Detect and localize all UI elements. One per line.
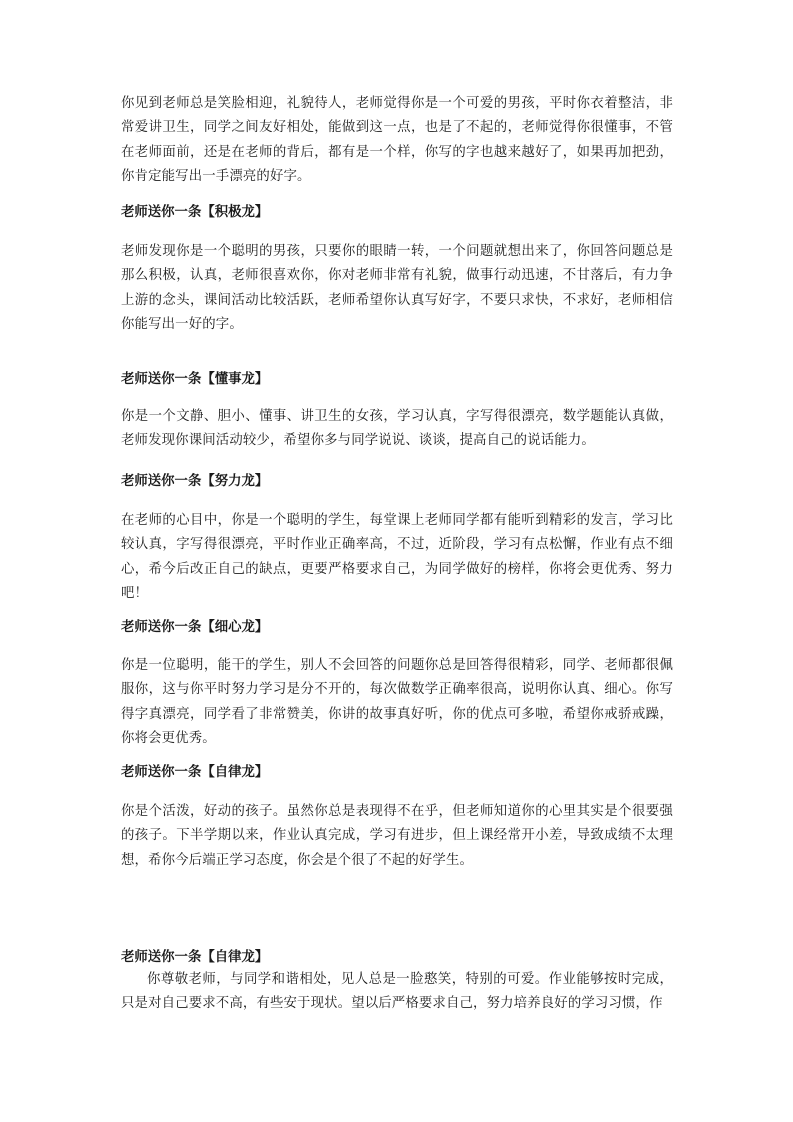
paragraph-nuli: 在老师的心目中，你是一个聪明的学生，每堂课上老师同学都有能听到精彩的发言，学习比较认真，字写得很漂亮，平时作业正确率高，不过，近阶段，学习有点松懈，作业有点不细心，希今后改正自己的缺点，更要严格要求自己，为同学做好的榜样，你将会更优秀、努力吧！ (121, 513, 673, 601)
section-heading-dongshi: 老师送你一条【懂事龙】 (121, 371, 269, 387)
paragraph-xixin: 你是一位聪明，能干的学生，别人不会回答的问题你总是回答得很精彩，同学、老师都很佩服你，这与你平时努力学习是分不开的，每次做数学正确率很高，说明你认真、细心。你写得字真漂亮，同学看了非常赞美，你讲的故事真好听，你的优点可多啦，希望你戒骄戒躁，你将会更优秀。 (121, 658, 673, 746)
paragraph-zilv-2: 你尊敬老师，与同学和谐相处，见人总是一脸憨笑，特别的可爱。作业能够按时完成，只是对自己要求不高，有些安于现状。望以后严格要求自己，努力培养良好的学习习惯，作 (121, 972, 673, 1012)
section-heading-zilv-2: 老师送你一条【自律龙】 (121, 949, 269, 965)
section-heading-zilv-1: 老师送你一条【自律龙】 (121, 764, 269, 780)
intro-paragraph: 你见到老师总是笑脸相迎，礼貌待人，老师觉得你是一个可爱的男孩，平时你衣着整洁，非常爱讲卫生，同学之间友好相处，能做到这一点，也是了不起的，老师觉得你很懂事，不管在老师面前，还是在老师的背后，都有是一个样，你写的字也越来越好了，如果再加把劲，你肯定能写出一手漂亮的好字。 (121, 96, 673, 184)
paragraph-zilv-1: 你是个活泼，好动的孩子。虽然你总是表现得不在乎，但老师知道你的心里其实是个很要强的孩子。下半学期以来，作业认真完成，学习有进步，但上课经常开小差，导致成绩不太理想，希你今后端正学习态度，你会是个很了不起的好学生。 (121, 804, 673, 868)
paragraph-jiji: 老师发现你是一个聪明的男孩，只要你的眼睛一转，一个问题就想出来了，你回答问题总是那么积极，认真，老师很喜欢你，你对老师非常有礼貌，做事行动迅速，不甘落后，有力争上游的念头，课间活动比较活跃，老师希望你认真写好字，不要只求快，不求好，老师相信你能写出一好的字。 (121, 244, 673, 332)
section-heading-nuli: 老师送你一条【努力龙】 (121, 473, 269, 489)
section-heading-xixin: 老师送你一条【细心龙】 (121, 619, 269, 635)
section-heading-jiji: 老师送你一条【积极龙】 (121, 204, 269, 220)
paragraph-dongshi: 你是一个文静、胆小、懂事、讲卫生的女孩，学习认真，字写得很漂亮，数学题能认真做，老师发现你课间活动较少，希望你多与同学说说、谈谈，提高自己的说话能力。 (121, 409, 673, 449)
